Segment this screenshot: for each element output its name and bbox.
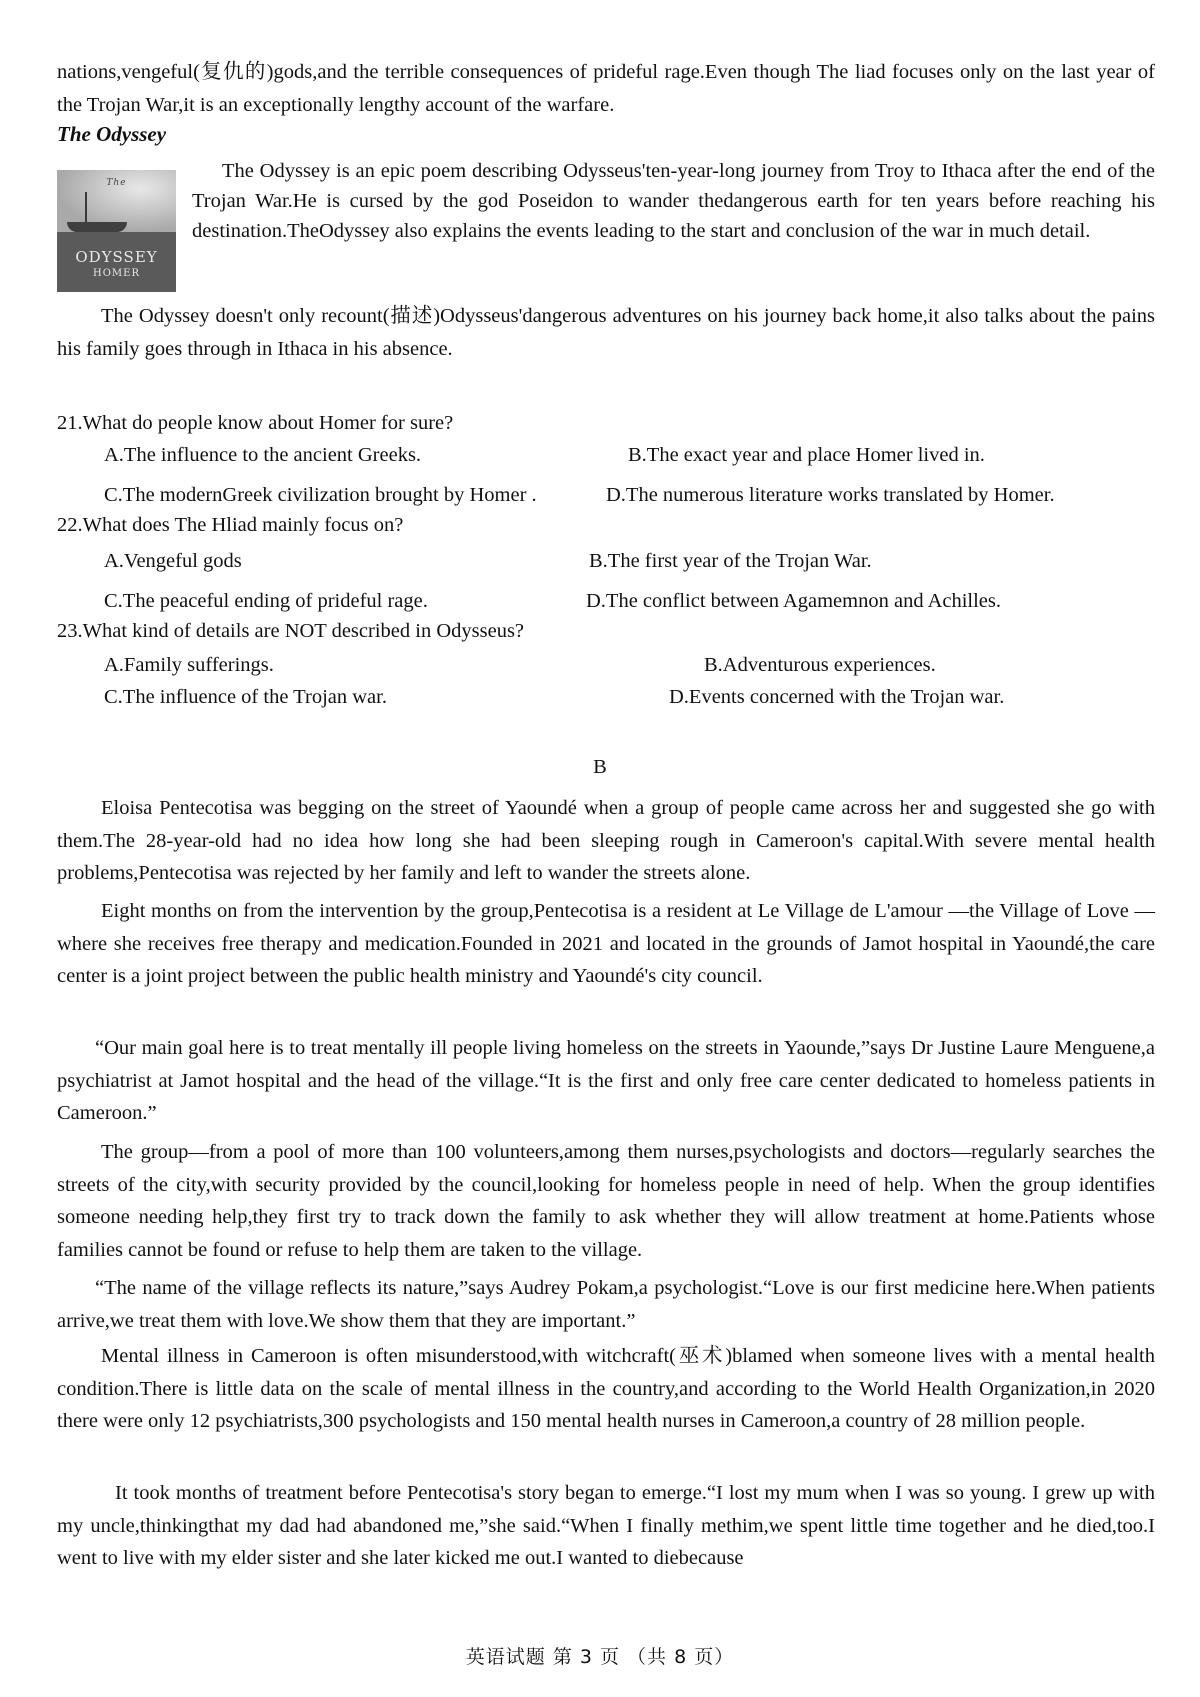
odyssey-paragraph-1: The Odyssey is an epic poem describing Odysseus'ten-year-long journey from Troy to Ithaca after the end of the Trojan War.He is cursed by the god Poseidon to wander thedangerous earth for ten years before reaching his destination.TheOdyssey also explains the events leading to the start and conclusion of the war in much detail.	[192, 160, 1155, 242]
passage-b-paragraph-3: “Our main goal here is to treat mentally ill people living homeless on the streets in Yaounde,”says Dr Justine Laure Menguene,a psychiatrist at Jamot hospital and the head of the village.“It is the first and only free care center dedicated to homeless patients in Cameroon.”	[57, 1037, 1155, 1124]
question-21-option-a: A.The influence to the ancient Greeks.	[104, 444, 422, 466]
question-22-option-c: C.The peaceful ending of prideful rage.	[104, 590, 428, 612]
odyssey-paragraph-2: The Odyssey doesn't only recount(描述)Odysseus'dangerous adventures on his journey back home,it also talks about the pains his family goes through in Ithaca in his absence.	[57, 305, 1155, 360]
question-21-option-c: C.The modernGreek civilization brought by Homer .	[104, 484, 537, 506]
question-23-option-b: B.Adventurous experiences.	[704, 654, 936, 676]
odyssey-heading: The Odyssey	[57, 122, 167, 146]
question-22-option-b: B.The first year of the Trojan War.	[589, 550, 872, 572]
passage-b-paragraph-6: Mental illness in Cameroon is often misunderstood,with witchcraft(巫术)blamed when someone lives with a mental health condition.There is little data on the scale of mental illness in the country,and according to the World Health Organization,in 2020 there were only 12 psychiatrists,300 psychologists and 150 mental health nurses in Cameroon,a country of 28 million people.	[57, 1345, 1155, 1432]
question-23-stem: 23.What kind of details are NOT described in Odysseus?	[57, 620, 525, 642]
cover-title: ODYSSEY	[75, 248, 158, 266]
question-22-option-a: A.Vengeful gods	[104, 550, 242, 572]
odyssey-book-cover-image	[57, 170, 176, 292]
cover-ship	[67, 222, 127, 232]
passage-b-paragraph-4: The group—from a pool of more than 100 volunteers,among them nurses,psychologists and doctors—regularly searches the streets of the city,with security provided by the council,looking for homeless people in need of help. When the group identifies someone needing help,they first try to track down the family to ask whether they will allow treatment at home.Patients whose families cannot be found or refuse to help them are taken to the village.	[57, 1141, 1155, 1261]
cover-small-title: The	[106, 178, 127, 188]
section-b-label: B	[593, 756, 607, 778]
question-21-option-b: B.The exact year and place Homer lived in.	[628, 444, 985, 466]
passage-b-paragraph-1: Eloisa Pentecotisa was begging on the street of Yaoundé when a group of people came across her and suggested she go with them.The 28-year-old had no idea how long she had been sleeping rough in Cameroon's capital.With severe mental health problems,Pentecotisa was rejected by her family and left to wander the streets alone.	[57, 797, 1155, 884]
passage-b-paragraph-2: Eight months on from the intervention by the group,Pentecotisa is a resident at Le Village de L'amour —the Village of Love —where she receives free therapy and medication.Founded in 2021 and located in the grounds of Jamot hospital in Yaoundé,the care center is a joint project between the public health ministry and Yaoundé's city council.	[57, 900, 1155, 987]
page-footer: 英语试题 第 3 页 （共 8 页）	[465, 1646, 735, 1668]
cover-ship-mast	[85, 192, 87, 224]
question-21-option-d: D.The numerous literature works translated by Homer.	[606, 484, 1055, 506]
passage-b-paragraph-5: “The name of the village reflects its nature,”says Audrey Pokam,a psychologist.“Love is our first medicine here.When patients arrive,we treat them with love.We show them that they are important.”	[57, 1277, 1155, 1332]
question-23-option-d: D.Events concerned with the Trojan war.	[669, 686, 1005, 708]
passage-b-paragraph-7: It took months of treatment before Pentecotisa's story began to emerge.“I lost my mum when I was so young. I grew up with my uncle,thinkingthat my dad had abandoned me,”she said.“When I finally methim,we spent little time together and he died,too.I went to live with my elder sister and she later kicked me out.I wanted to diebecause	[57, 1482, 1155, 1569]
cover-author: HOMER	[93, 268, 140, 279]
iliad-paragraph-end: nations,vengeful(复仇的)gods,and the terrible consequences of prideful rage.Even though The liad focuses only on the last year of the Trojan War,it is an exceptionally lengthy account of the warfare.	[57, 61, 1155, 116]
question-22-option-d: D.The conflict between Agamemnon and Achilles.	[586, 590, 1002, 612]
question-23-option-c: C.The influence of the Trojan war.	[104, 686, 387, 708]
question-22-stem: 22.What does The Hliad mainly focus on?	[57, 514, 404, 536]
question-21-stem: 21.What do people know about Homer for sure?	[57, 412, 454, 434]
question-23-option-a: A.Family sufferings.	[104, 654, 274, 676]
